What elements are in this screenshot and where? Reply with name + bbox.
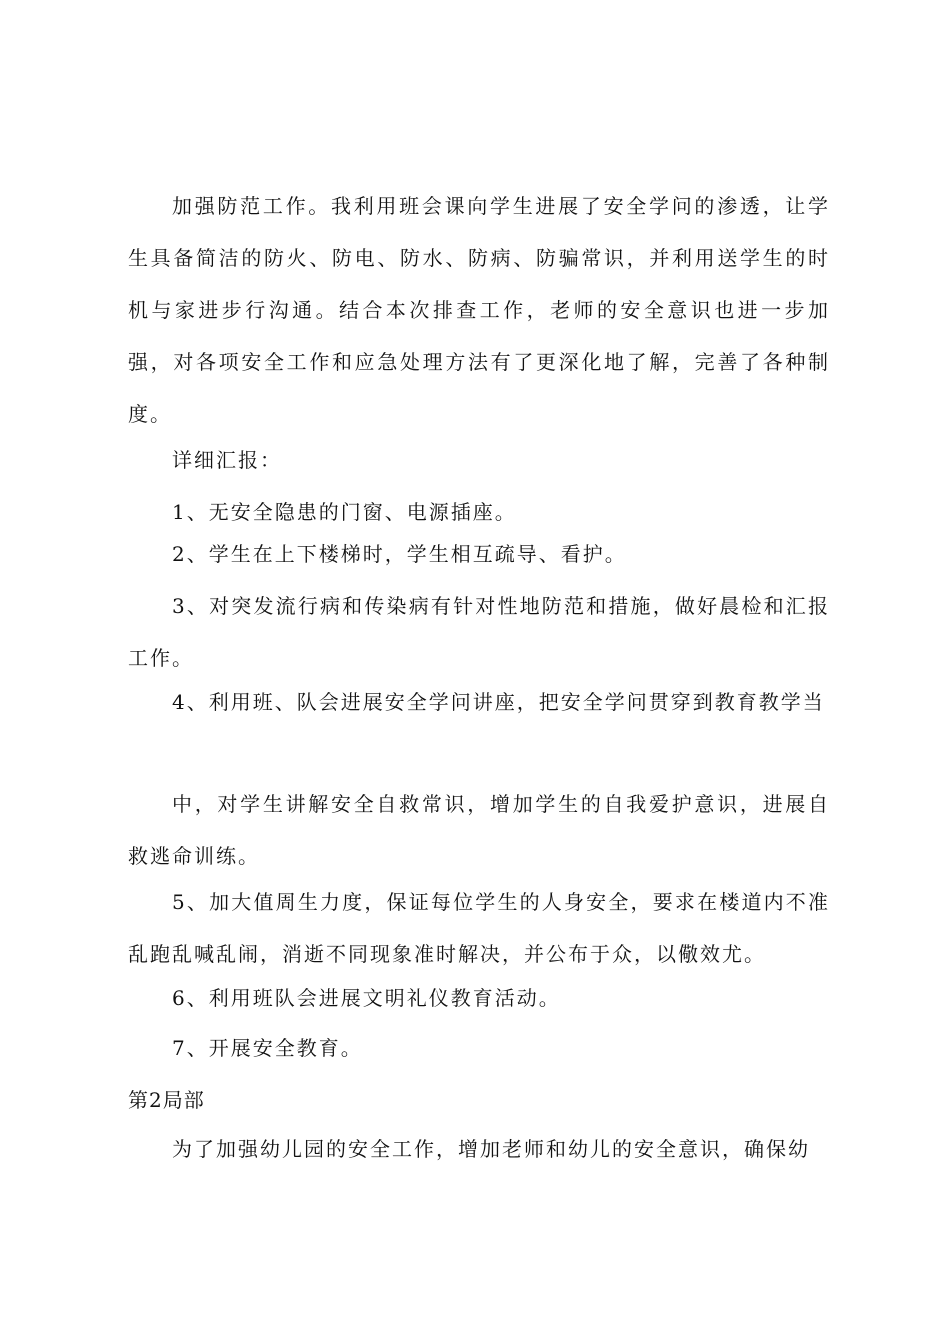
paragraph-report-title: 详细汇报：	[172, 448, 282, 472]
paragraph-intro: 加强防范工作。我利用班会课向学生进展了安全学问的渗透，让学生具备简洁的防火、防电、防水、防病、防骗常识，并利用送学生的时机与家进步行沟通。结合本次排查工作，老师的安全意识也进一步加强，对各项安全工作和应急处理方法有了更深化地了解，完善了各种制度。	[128, 194, 830, 426]
section-heading: 第2局部	[128, 1088, 205, 1112]
list-item-5: 5、加大值周生力度，保证每位学生的人身安全，要求在楼道内不准乱跑乱喊乱闹，消逝不同现象准时解决，并公布于众，以儆效尤。	[128, 890, 830, 966]
list-item-7: 7、开展安全教育。	[172, 1036, 363, 1060]
list-item-2: 2、学生在上下楼梯时，学生相互疏导、看护。	[172, 542, 627, 566]
list-item-1: 1、无安全隐患的门窗、电源插座。	[172, 500, 517, 524]
list-item-6: 6、利用班队会进展文明礼仪教育活动。	[172, 986, 561, 1010]
list-item-4: 4、利用班、队会进展安全学问讲座，把安全学问贯穿到教育教学当	[172, 690, 825, 714]
paragraph-closing: 为了加强幼儿园的安全工作，增加老师和幼儿的安全意识，确保幼	[172, 1137, 810, 1161]
list-item-3: 3、对突发流行病和传染病有针对性地防范和措施，做好晨检和汇报工作。	[128, 594, 830, 670]
list-item-4-continuation: 中，对学生讲解安全自救常识，增加学生的自我爱护意识，进展自救逃命训练。	[128, 792, 830, 868]
